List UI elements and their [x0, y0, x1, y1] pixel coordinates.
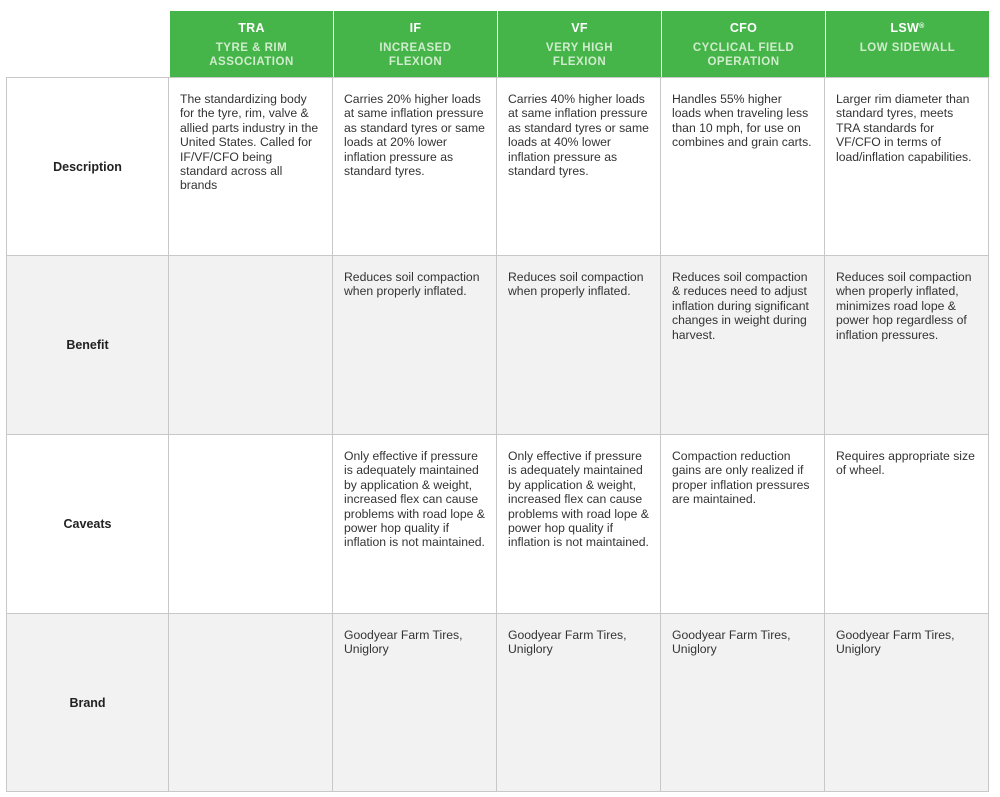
header-abbr: TRA	[238, 21, 265, 35]
table-cell	[169, 435, 333, 614]
header-abbr: CFO	[729, 21, 758, 35]
header-lsw	[825, 11, 989, 77]
table-cell: Goodyear Farm Tires, Uniglory	[497, 614, 661, 792]
table-cell: Compaction reduction gains are only realized if proper inflation pressures are maintained.	[661, 435, 825, 614]
header-abbr: IF	[409, 21, 422, 35]
header-full-name: VERY HIGH FLEXION	[545, 42, 614, 68]
table-cell: Only effective if pressure is adequately maintained by application & weight, increased flex can cause problems with road lope & power hop quality if inflation is not maintained.	[333, 435, 497, 614]
row-label: Description	[6, 77, 169, 256]
header-full-name: INCREASED FLEXION	[379, 42, 452, 68]
table-cell: Reduces soil compaction when properly inflated.	[333, 256, 497, 435]
header-full-name: CYCLICAL FIELD OPERATION	[692, 42, 795, 68]
table-corner	[6, 11, 169, 77]
table-cell: Goodyear Farm Tires, Uniglory	[333, 614, 497, 792]
table-cell: Carries 20% higher loads at same inflation pressure as standard tyres or same loads at 20% lower inflation pressure as standard tyres.	[333, 77, 497, 256]
header-cfo	[661, 11, 825, 77]
table-cell: The standardizing body for the tyre, rim, valve & allied parts industry in the United States. Called for IF/VF/CFO being standard across all brands	[169, 77, 333, 256]
header-vf	[497, 11, 661, 77]
header-if	[333, 11, 497, 77]
table-cell: Goodyear Farm Tires, Uniglory	[825, 614, 989, 792]
table-cell: Requires appropriate size of wheel.	[825, 435, 989, 614]
header-abbr: LSW®	[890, 21, 925, 35]
table-cell: Only effective if pressure is adequately maintained by application & weight, increased flex can cause problems with road lope & power hop quality if inflation is not maintained.	[497, 435, 661, 614]
table-cell	[169, 614, 333, 792]
table-cell: Reduces soil compaction when properly inflated, minimizes road lope & power hop regardless of inflation pressures.	[825, 256, 989, 435]
table-cell	[169, 256, 333, 435]
row-label: Caveats	[6, 435, 169, 614]
header-abbr: VF	[571, 21, 588, 35]
table-cell: Larger rim diameter than standard tyres, meets TRA standards for VF/CFO in terms of load/inflation capabilities.	[825, 77, 989, 256]
table-cell: Carries 40% higher loads at same inflation pressure as standard tyres or same loads at 40% lower inflation pressure as standard tyres.	[497, 77, 661, 256]
row-label: Brand	[6, 614, 169, 792]
header-full-name: TYRE & RIM ASSOCIATION	[209, 42, 294, 68]
table-cell: Goodyear Farm Tires, Uniglory	[661, 614, 825, 792]
table-cell: Handles 55% higher loads when traveling less than 10 mph, for use on combines and grain carts.	[661, 77, 825, 256]
table-cell: Reduces soil compaction & reduces need to adjust inflation during significant changes in weight during harvest.	[661, 256, 825, 435]
header-full-name: LOW SIDEWALL	[859, 42, 956, 54]
comparison-table	[6, 11, 989, 792]
header-tra	[169, 11, 333, 77]
table-cell: Reduces soil compaction when properly inflated.	[497, 256, 661, 435]
row-label: Benefit	[6, 256, 169, 435]
